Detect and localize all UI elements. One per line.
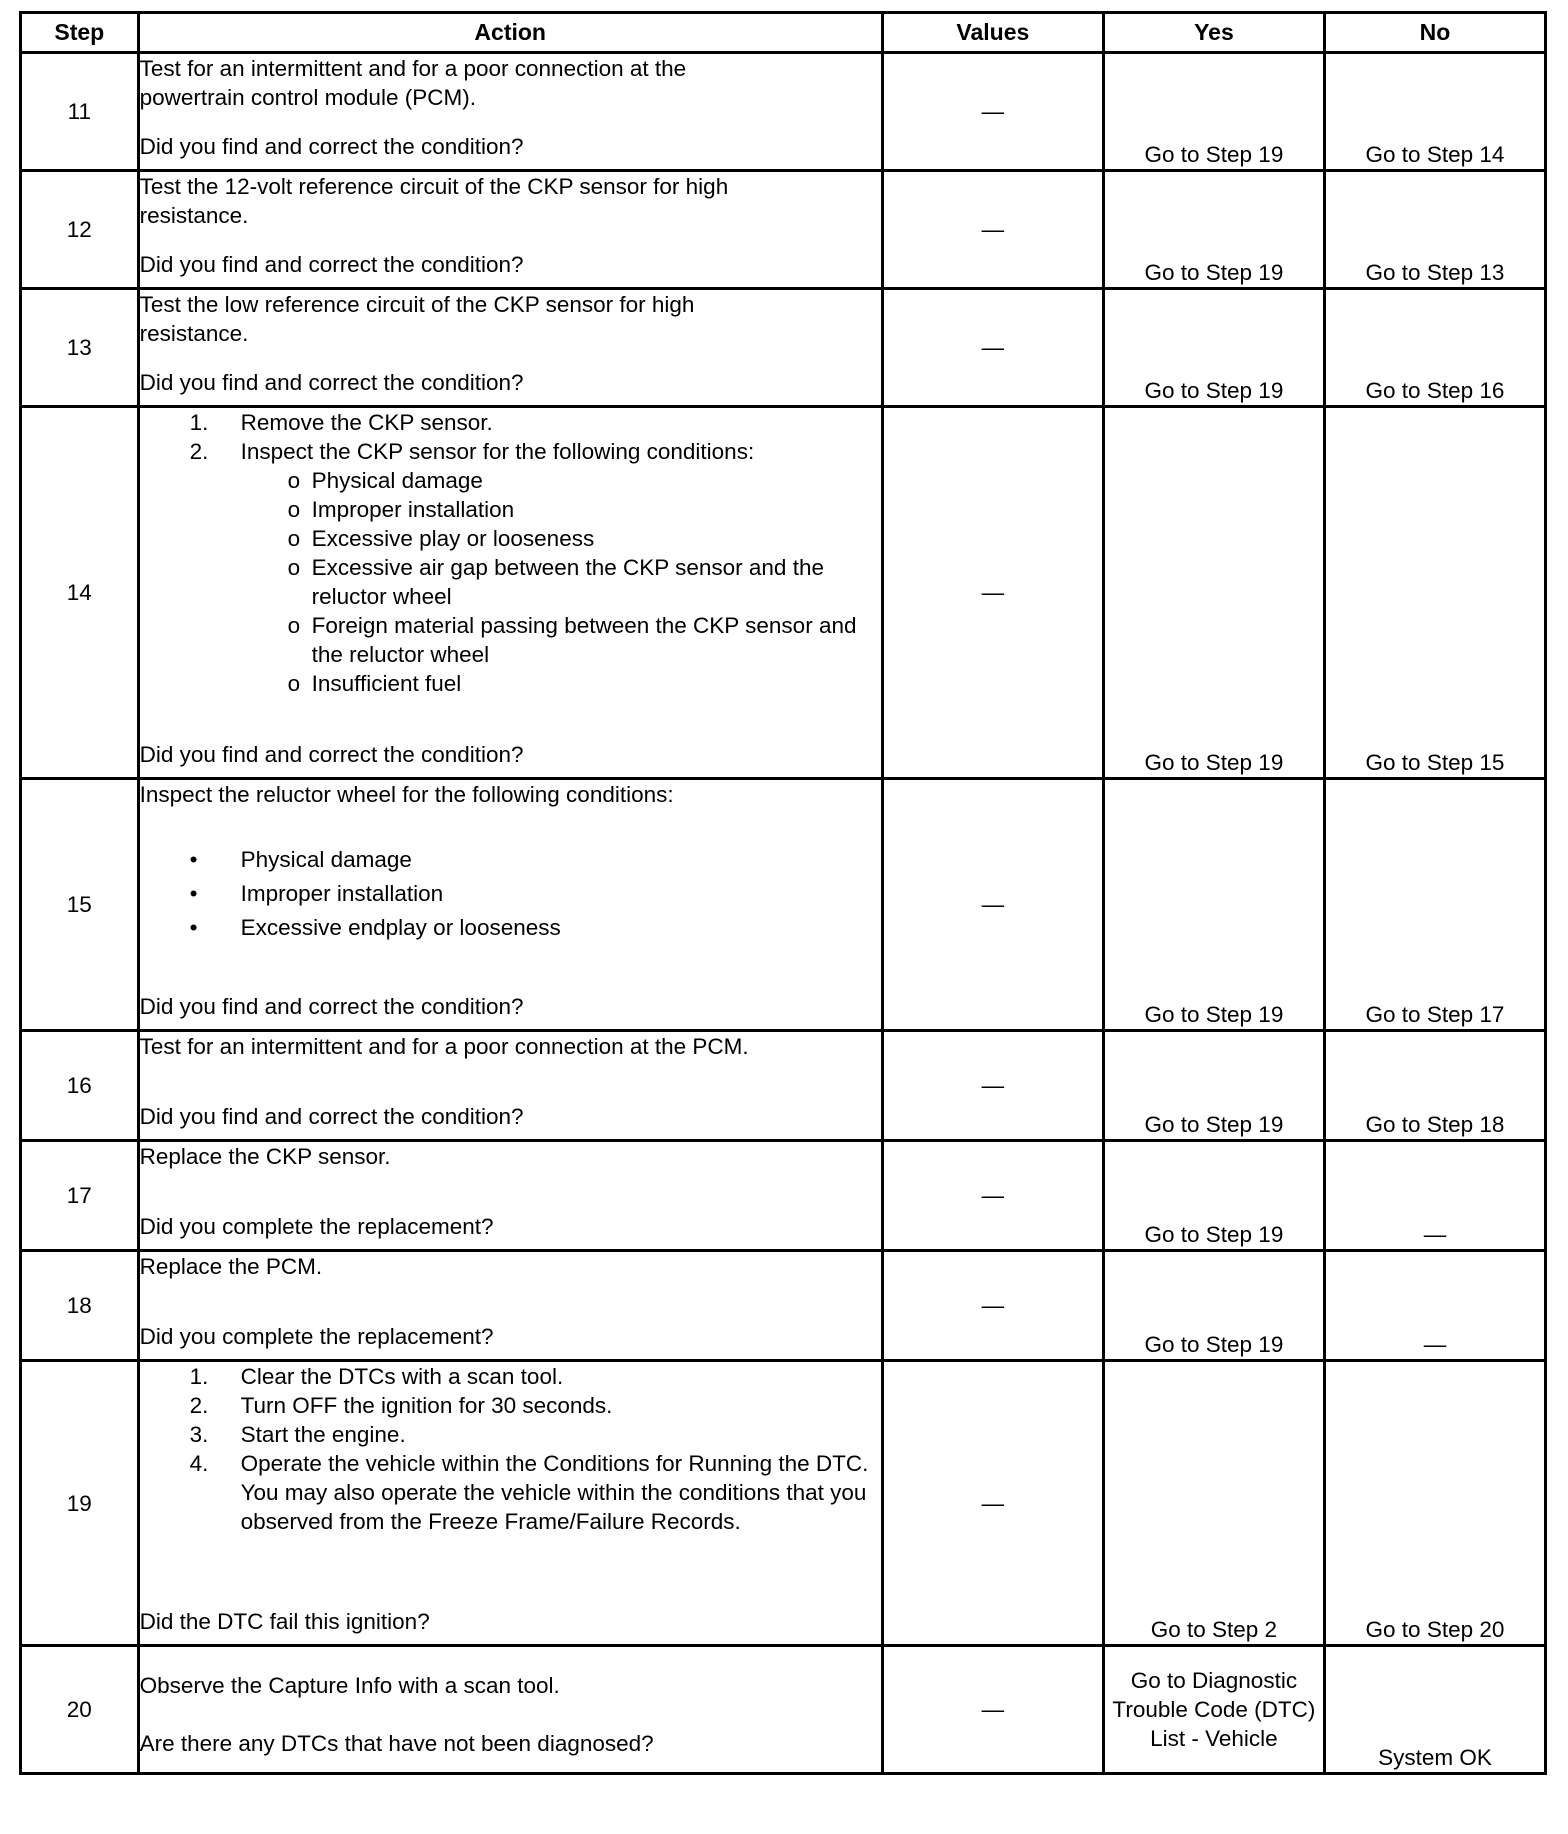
item-text: Turn OFF the ignition for 30 seconds. <box>240 1393 613 1418</box>
table-row <box>21 407 1546 779</box>
yes-cell: Go to Step 19 <box>1103 289 1324 407</box>
action-cell <box>138 1251 882 1361</box>
bullet-item <box>140 843 881 877</box>
action-cell <box>138 1031 882 1141</box>
values-cell: — <box>882 1361 1103 1646</box>
sub-list-item <box>140 495 881 524</box>
yes-cell: Go to Step 19 <box>1103 1031 1324 1141</box>
item-text: Start the engine. <box>240 1422 406 1447</box>
no-cell: Go to Step 14 <box>1324 53 1545 171</box>
diagnostic-table <box>19 11 1547 1775</box>
action-question: Did the DTC fail this ignition? <box>139 1609 430 1634</box>
item-text: Excessive air gap between the CKP sensor and the reluctor wheel <box>311 555 824 609</box>
action-text: Test for an intermittent and for a poor connection at the powertrain control module (PCM). <box>139 56 687 110</box>
no-cell: System OK <box>1324 1646 1545 1774</box>
action-steps <box>140 408 881 698</box>
action-cell <box>138 289 882 407</box>
action-question: Are there any DTCs that have not been diagnosed? <box>139 1731 654 1756</box>
no-cell: — <box>1324 1141 1545 1251</box>
item-text: Physical damage <box>240 847 412 872</box>
action-text: Test the 12-volt reference circuit of the CKP sensor for high resistance. <box>139 174 729 228</box>
item-text: Remove the CKP sensor. <box>240 410 493 435</box>
no-cell: Go to Step 13 <box>1324 171 1545 289</box>
step-number: 13 <box>21 289 139 407</box>
item-number: 1. <box>189 410 209 435</box>
no-cell: Go to Step 15 <box>1324 407 1545 779</box>
action-question: Did you complete the replacement? <box>139 1324 494 1349</box>
list-item <box>140 1391 881 1420</box>
table-row <box>21 779 1546 1031</box>
action-cell <box>138 407 882 779</box>
bullet-icon: • <box>189 881 198 906</box>
bullet-item <box>140 877 881 911</box>
item-number: 2. <box>189 1393 209 1418</box>
item-text: Insufficient fuel <box>311 671 462 696</box>
values-cell: — <box>882 1646 1103 1774</box>
sub-list-item <box>140 553 881 611</box>
table-row <box>21 289 1546 407</box>
values-cell: — <box>882 171 1103 289</box>
action-text: Test the low reference circuit of the CKP sensor for high resistance. <box>139 292 695 346</box>
list-item <box>140 408 881 437</box>
yes-cell: Go to Step 19 <box>1103 779 1324 1031</box>
list-item <box>140 437 881 466</box>
sub-list-item <box>140 466 881 495</box>
list-item <box>140 1362 881 1391</box>
step-number: 12 <box>21 171 139 289</box>
item-number: 4. <box>189 1451 209 1476</box>
action-text: Replace the PCM. <box>139 1254 323 1279</box>
step-number: 17 <box>21 1141 139 1251</box>
yes-cell: Go to Step 19 <box>1103 53 1324 171</box>
header-row <box>21 13 1546 53</box>
sub-list-item <box>140 611 881 669</box>
circle-bullet-icon: o <box>287 555 301 580</box>
item-text: Excessive play or looseness <box>311 526 595 551</box>
table-row <box>21 1141 1546 1251</box>
action-question: Did you find and correct the condition? <box>139 742 524 767</box>
sub-list-item <box>140 669 881 698</box>
yes-cell: Go to Step 2 <box>1103 1361 1324 1646</box>
no-cell: Go to Step 17 <box>1324 779 1545 1031</box>
action-question: Did you find and correct the condition? <box>139 994 524 1019</box>
step-number: 11 <box>21 53 139 171</box>
values-cell: — <box>882 1251 1103 1361</box>
circle-bullet-icon: o <box>287 468 301 493</box>
no-cell: Go to Step 18 <box>1324 1031 1545 1141</box>
action-question: Did you find and correct the condition? <box>139 370 524 395</box>
step-number: 18 <box>21 1251 139 1361</box>
bullet-icon: • <box>189 847 198 872</box>
item-text: Physical damage <box>311 468 483 493</box>
action-question: Did you find and correct the condition? <box>139 252 524 277</box>
action-text: Inspect the reluctor wheel for the following conditions: <box>139 782 674 807</box>
table-row <box>21 1031 1546 1141</box>
header-action: Action <box>138 13 882 53</box>
item-text: Excessive endplay or looseness <box>240 915 561 940</box>
table-row <box>21 1361 1546 1646</box>
action-text: Replace the CKP sensor. <box>139 1144 391 1169</box>
values-cell: — <box>882 289 1103 407</box>
step-number: 19 <box>21 1361 139 1646</box>
item-text: Foreign material passing between the CKP sensor and the reluctor wheel <box>311 613 857 667</box>
item-text: Clear the DTCs with a scan tool. <box>240 1364 564 1389</box>
no-cell: Go to Step 20 <box>1324 1361 1545 1646</box>
action-cell <box>138 779 882 1031</box>
bullet-item <box>140 911 881 945</box>
action-question: Did you complete the replacement? <box>139 1214 494 1239</box>
action-question: Did you find and correct the condition? <box>139 1104 524 1129</box>
values-cell: — <box>882 53 1103 171</box>
item-number: 1. <box>189 1364 209 1389</box>
action-cell <box>138 53 882 171</box>
circle-bullet-icon: o <box>287 671 301 696</box>
item-text: Inspect the CKP sensor for the following conditions: <box>240 439 755 464</box>
circle-bullet-icon: o <box>287 613 301 638</box>
yes-cell: Go to Step 19 <box>1103 407 1324 779</box>
action-cell <box>138 1646 882 1774</box>
item-text: Operate the vehicle within the Conditions for Running the DTC. You may also operate the vehicle within the conditions that you observed from the Freeze Frame/Failure Records. <box>240 1451 869 1534</box>
circle-bullet-icon: o <box>287 497 301 522</box>
table-row <box>21 53 1546 171</box>
item-number: 2. <box>189 439 209 464</box>
no-cell: — <box>1324 1251 1545 1361</box>
header-values: Values <box>882 13 1103 53</box>
item-text: Improper installation <box>311 497 515 522</box>
bullet-icon: • <box>189 915 198 940</box>
no-cell: Go to Step 16 <box>1324 289 1545 407</box>
values-cell: — <box>882 1031 1103 1141</box>
step-number: 14 <box>21 407 139 779</box>
yes-cell: Go to Step 19 <box>1103 171 1324 289</box>
list-item <box>140 1420 881 1449</box>
header-yes: Yes <box>1103 13 1324 53</box>
step-number: 20 <box>21 1646 139 1774</box>
table-row <box>21 1646 1546 1774</box>
list-item <box>140 1449 881 1536</box>
yes-cell: Go to Diagnostic Trouble Code (DTC) List - Vehicle <box>1103 1646 1324 1774</box>
values-cell: — <box>882 779 1103 1031</box>
yes-cell: Go to Step 19 <box>1103 1141 1324 1251</box>
sub-list-item <box>140 524 881 553</box>
action-cell <box>138 171 882 289</box>
action-text: Observe the Capture Info with a scan tool. <box>139 1673 560 1698</box>
values-cell: — <box>882 1141 1103 1251</box>
action-cell <box>138 1361 882 1646</box>
action-steps <box>140 1362 881 1536</box>
step-number: 16 <box>21 1031 139 1141</box>
yes-cell: Go to Step 19 <box>1103 1251 1324 1361</box>
table-row <box>21 171 1546 289</box>
values-cell: — <box>882 407 1103 779</box>
header-step: Step <box>21 13 139 53</box>
table-row <box>21 1251 1546 1361</box>
action-question: Did you find and correct the condition? <box>139 134 524 159</box>
item-text: Improper installation <box>240 881 444 906</box>
circle-bullet-icon: o <box>287 526 301 551</box>
action-body <box>140 780 881 945</box>
action-text: Test for an intermittent and for a poor connection at the PCM. <box>139 1034 749 1059</box>
item-number: 3. <box>189 1422 209 1447</box>
step-number: 15 <box>21 779 139 1031</box>
header-no: No <box>1324 13 1545 53</box>
action-cell <box>138 1141 882 1251</box>
